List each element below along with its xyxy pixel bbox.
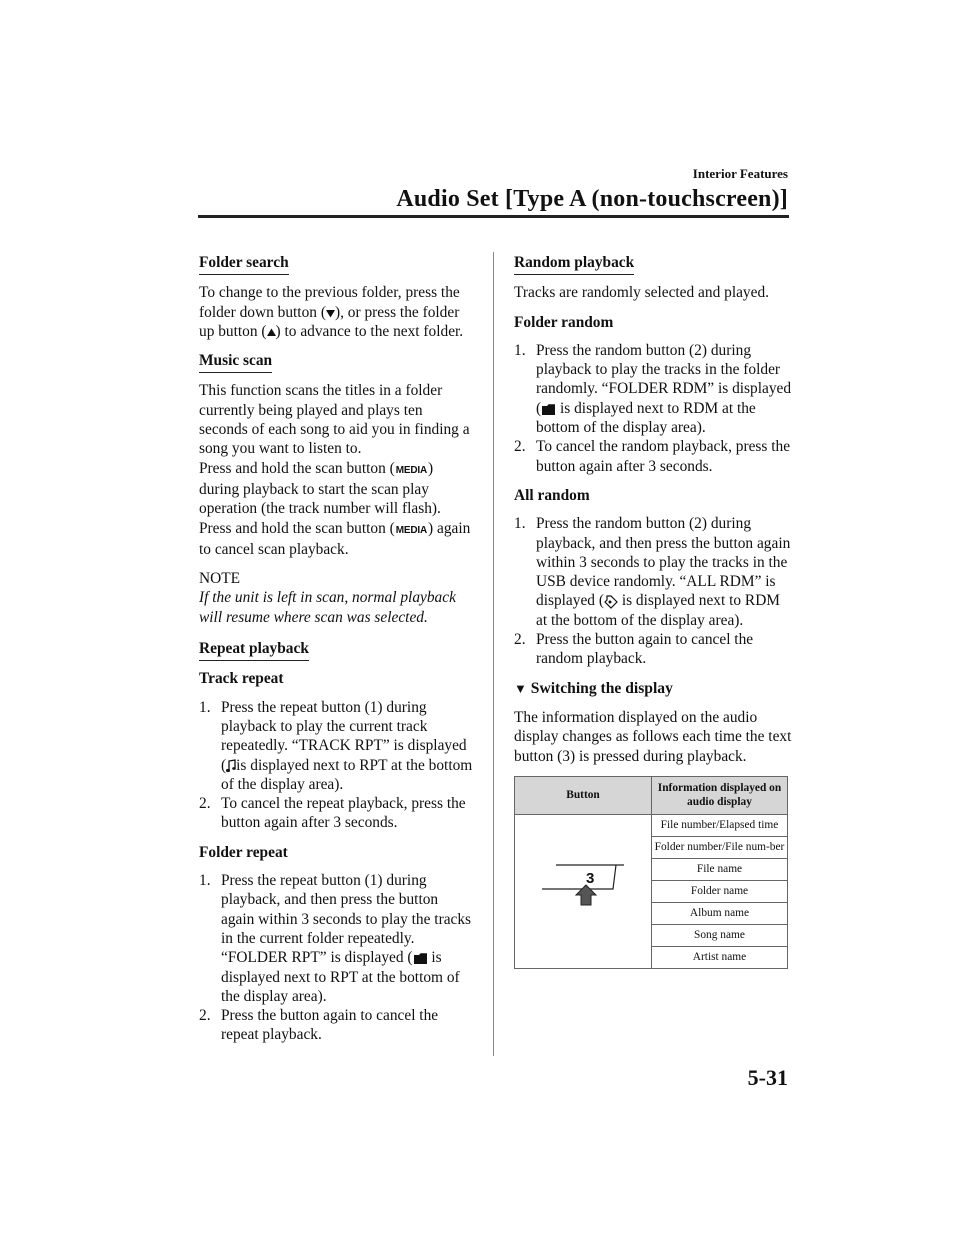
folder-search-heading: Folder search [199, 253, 289, 275]
track-repeat-steps [199, 698, 474, 833]
right-column [514, 253, 792, 969]
list-item: 2. To cancel the repeat playback, press the button again after 3 seconds. [199, 795, 466, 832]
music-scan-press-cancel: Press and hold the scan button (MEDIA) again to cancel scan playback. [199, 519, 471, 558]
repeat-playback-heading: Repeat playback [199, 639, 309, 661]
random-intro: Tracks are randomly selected and played. [514, 284, 769, 302]
list-item: 1. Press the repeat button (1) during playback, and then press the button again within 3 seconds to play the tracks in the current folder repeatedly. “FOLDER RPT” is displayed ( is displayed next to RPT at the bottom of the display area). [199, 872, 472, 1005]
all-random-heading: All random [514, 486, 590, 504]
column-header-info: Information displayed on audio display [652, 776, 788, 814]
folder-random-heading: Folder random [514, 313, 614, 331]
header-rule [198, 215, 789, 218]
table-cell: Artist name [652, 946, 788, 968]
usb-device-icon [604, 595, 618, 609]
all-random-steps [514, 514, 792, 668]
page-number: 5-31 [747, 1065, 788, 1090]
note-heading: NOTE [199, 570, 241, 588]
folder-down-triangle-icon [326, 309, 335, 318]
table-cell: Folder number/File num-ber [652, 836, 788, 858]
column-divider [493, 252, 494, 1056]
folder-random-steps [514, 341, 792, 476]
list-item: 1. Press the random button (2) during playback to play the tracks in the folder randomly. “FOLDER RDM” is displayed ( is displayed next to RDM at the bottom of the display area). [514, 341, 792, 437]
table-cell: Folder name [652, 880, 788, 902]
music-scan-text: This function scans the titles in a folder currently being played and plays ten seconds of each song to aid you in finding a song you want to listen to. [199, 382, 470, 458]
note-text: If the unit is left in scan, normal playback will resume where scan was selected. [199, 589, 456, 626]
list-item: 2. Press the button again to cancel the random playback. [514, 631, 754, 668]
list-item: 1. Press the random button (2) during playback, and then press the button again within 3 seconds to play the tracks in the USB device randomly. “ALL RDM” is displayed ( is displayed next to RDM at the bottom of the display area). [514, 515, 791, 629]
music-scan-heading: Music scan [199, 351, 272, 373]
media-button-icon: MEDIA [395, 464, 428, 476]
folder-repeat-steps [199, 871, 474, 1045]
svg-text:3: 3 [586, 869, 595, 887]
display-info-table [514, 776, 788, 969]
down-triangle-icon: ▼ [514, 680, 527, 696]
table-cell: File name [652, 858, 788, 880]
folder-icon [413, 952, 428, 965]
switching-display-text: The information displayed on the audio display changes as follows each time the text button (3) is pressed during playback. [514, 708, 792, 765]
table-row [515, 814, 788, 836]
list-item: 1. Press the repeat button (1) during playback to play the current track repeatedly. “TRACK RPT” is displayed ( is displayed next to RPT at the bottom of the display area). [199, 698, 473, 793]
table-header-row [515, 776, 788, 814]
folder-repeat-heading: Folder repeat [199, 843, 288, 861]
folder-up-triangle-icon [267, 328, 276, 337]
folder-icon [541, 403, 556, 416]
table-cell: Song name [652, 924, 788, 946]
switching-display-heading: ▼ Switching the display [514, 679, 673, 697]
text-button-illustration [515, 814, 652, 968]
table-cell: Album name [652, 902, 788, 924]
folder-search-text: To change to the previous folder, press the folder down button ( ), or press the folder up button ( ) to advance to the next folder. [199, 284, 464, 340]
list-item: 2. Press the button again to cancel the repeat playback. [199, 1007, 439, 1044]
random-playback-heading: Random playback [514, 253, 634, 275]
list-item: 2. To cancel the random playback, press the button again after 3 seconds. [514, 438, 791, 475]
column-header-button: Button [515, 776, 652, 814]
table-cell: File number/Elapsed time [652, 814, 788, 836]
track-repeat-heading: Track repeat [199, 670, 284, 688]
page-title: Audio Set [Type A (non-touchscreen)] [396, 186, 788, 212]
music-scan-press-start: Press and hold the scan button (MEDIA) during playback to start the scan play operation (the track number will flash). [199, 459, 441, 518]
media-button-icon: MEDIA [395, 524, 428, 536]
music-note-icon [226, 759, 236, 773]
left-column [199, 253, 474, 1055]
chapter-label: Interior Features [692, 166, 788, 181]
text-button-pointer-icon [538, 861, 628, 917]
